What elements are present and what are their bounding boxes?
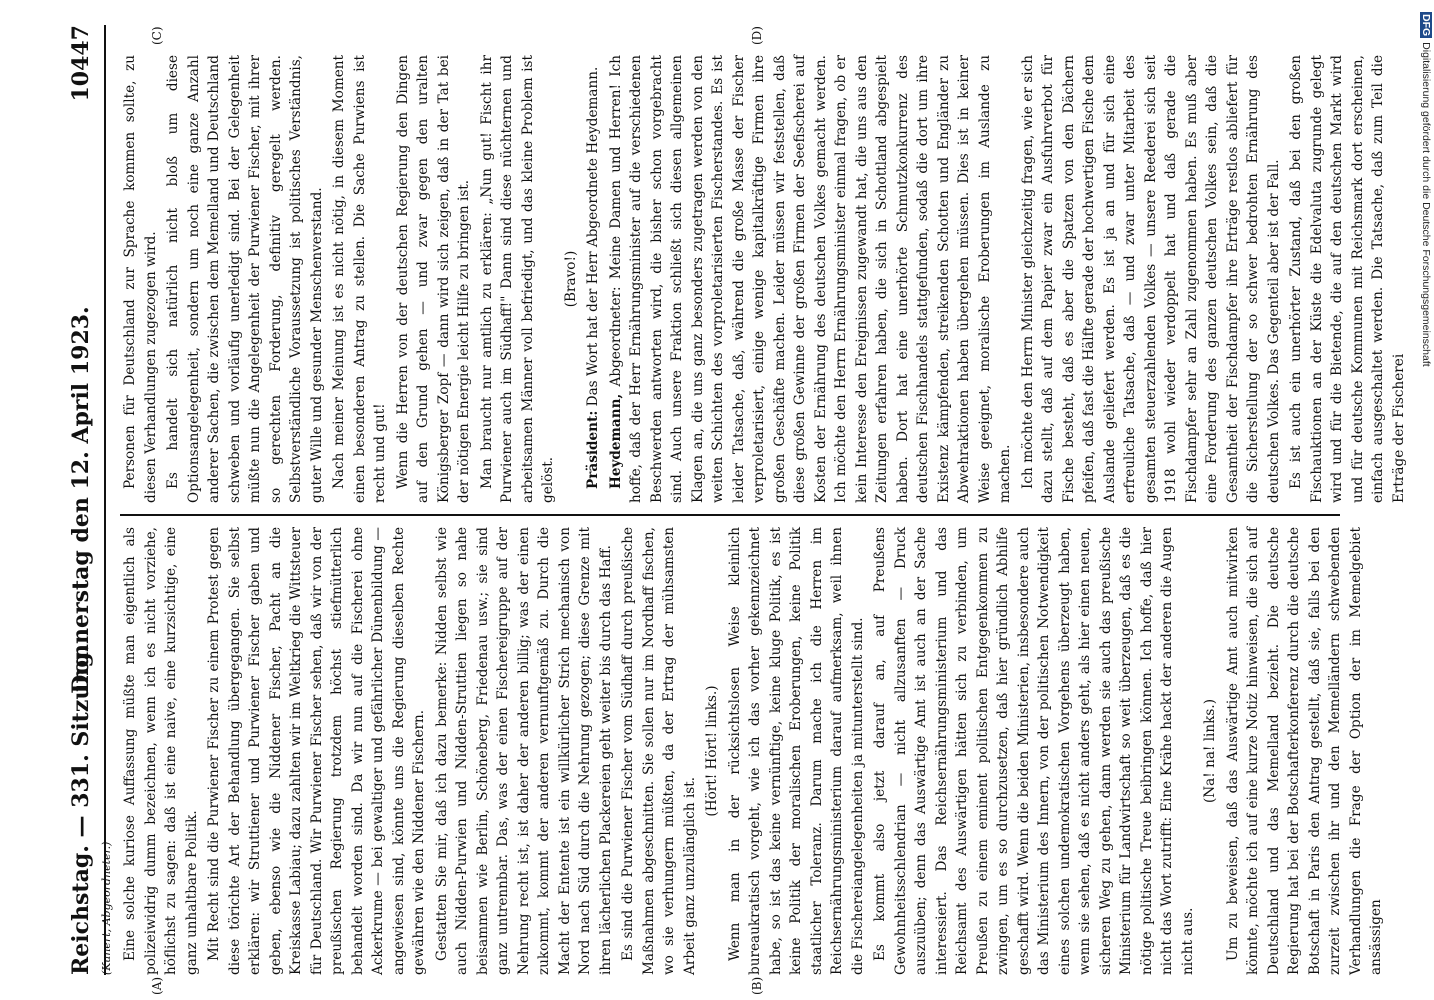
paragraph-text: Gestatten Sie mir, daß ich dazu bemerke: Nidden selbst wie auch Nidden-Purwien und Nidden-Struttien liegen so nahe beisammen wie Berlin, Schöneberg, Friedenau usw.; sie sind ganz untrennbar. Das, was der einen Fischereigruppe auf der Nehrung recht ist, ist daher der anderen billig; was der einen zukommt, kommt der anderen vernunftgemäß zu. Durch die Macht der Entente ist ein willkürlicher Strich mechanisch von Nord nach Süd durch die Nehrung gezogen; diese Grenze mit ihren lächerlichen Plackereien geht weiter bis durch das Haff. xyxy=(433,527,614,975)
paragraph xyxy=(1286,55,1409,503)
paragraph xyxy=(163,55,327,503)
paragraph xyxy=(204,527,430,975)
paragraph xyxy=(618,527,700,975)
left-column xyxy=(120,527,1384,975)
paragraph-text: Nach meiner Meinung ist es nicht nötig, in diesem Moment einen besonderen Antrag zu stellen. Die Sache Purwiens ist recht und gut! xyxy=(331,55,388,503)
page-number: 10447 xyxy=(68,25,94,102)
paragraph-text: Ich möchte den Herrn Minister gleichzeitig fragen, wie er sich dazu stellt, daß auf dem Papier zwar ein Ausfuhrverbot für Fische besteht, daß es aber die Spatzen von den Dächern pfeifen, daß fast die Hälfte gerade der hochwertigen Fische dem Auslande geliefert werden. Es ist ja an und für sich eine erfreuliche Tatsache, daß — und zwar unter Mitarbeit des gesamten steuerzahlenden Volkes — unsere Reederei sich seit 1918 wohl wieder verdoppelt hat und daß gerade die Fischdampfer sehr an Zahl zugenommen haben. Es muß aber eine Forderung des ganzen deutschen Volkes sein, daß die Gesamtheit der Fischdampfer ihre Erträge restlos abliefert für die Sicherstellung der so schwer bedrohten Ernährung des deutschen Volkes. Das Gegenteil aber ist der Fall. xyxy=(1019,55,1282,503)
dfg-logo: DFG xyxy=(1420,14,1432,37)
paragraph-text: Eine solche kuriose Auffassung müßte man eigentlich als polizeiwidrig dumm bezeichnen, wenn ich es nicht vorziehe, höflichst zu sagen: daß ist eine naive, eine kurzsichtige, eine ganz unhaltbare Politik. xyxy=(122,527,200,975)
paragraph xyxy=(120,527,202,975)
speaker-continuation: (Kunert, Abgeordneter.) xyxy=(100,841,113,975)
paragraph-text: (Bravo!) xyxy=(562,250,579,308)
paragraph xyxy=(1223,527,1387,975)
paragraph-text: Wenn die Herren von der deutschen Regierung den Dingen auf den Grund gehen — und zwar gegen den uralten Königsberger Zopf — dann wird sich zeigen, daß in der Tat bei der nötigen Energie leicht Hilfe zu bringen ist. xyxy=(394,55,472,503)
paragraph-text: (Hört! Hört! links.) xyxy=(704,685,720,817)
digitization-credit xyxy=(1420,12,1432,992)
margin-marker-a: (A) xyxy=(150,976,164,995)
paragraph-text: Personen für Deutschland zur Sprache kommen sollte, zu diesen Verhandlungen zugezogen wird. xyxy=(122,55,159,503)
header-date: Donnerstag den 12. April 1923. xyxy=(68,306,94,694)
header-left: Reichstag. — 331. Sitzung. xyxy=(68,644,94,975)
paragraph-text: Es sind die Purwiener Fischer vom Südhaff durch preußische Maßnahmen abgeschnitten. Sie sollen nur im Nordhaff fischen, wo sie verhungern müßten, da der Ertrag der mühsamsten Arbeit ganz unzulänglich ist. xyxy=(620,527,698,975)
speaker-name: Präsident: xyxy=(585,410,601,489)
interjection xyxy=(1200,527,1221,975)
paragraph-text: Es kommt also jetzt darauf an, auf Preußens Gewohnheitsschlendrian — nicht allzusanften — Druck auszuüben; denn das Auswärtige Amt ist auch an der Sache interessiert. Das Reichsernährungsministerium und das Reichsamt des Auswärtigen hätten sich zu verbinden, um Preußen zu einem eminent politischen Entgegenkommen zu zwingen, um es so durchzusetzen, daß hier gründlich Abhilfe geschafft wird. Wenn die beiden Ministerien, insbesondere auch das Ministerium des Innern, von der politischen Notwendigkeit eines solchen undemokratischen Vorgehens überzeugt haben, wenn sie sehen, daß es nicht anders geht, als hier einen neuen, sicheren Weg zu gehen, dann werden sie auch das preußische Ministerium für Landwirtschaft so weit überzeugen, daß es die nötige politische Treue beibringen können. Ich hoffe, daß hier nicht das Wort zutrifft: Eine Krähe hackt der anderen die Augen nicht aus. xyxy=(872,527,1196,975)
paragraph-text: Abgeordneter: Meine Damen und Herren! Ich hoffe, daß der Herr Ernährungsminister auf die verschiedenen Beschwerden antworten wird, die bisher schon vorgebracht sind. Auch unsere Fraktion schließt sich diesen allgemeinen Klagen an, die uns ganz besonders zugetragen werden von den weiten Schichten des vorproletarisierten Fischerstandes. Es ist leider Tatsache, daß, während die große Masse der Fischer verproletarisiert, einige wenige kapitalkräftige Firmen ihre großen Geschäfte machen. Leider müssen wir feststellen, daß diese großen Gewinne der großen Firmen der Seefischerei auf Kosten der Ernährung des deutschen Volkes gemacht werden. Ich möchte den Herrn Ernährungsminister einmal fragen, ob er kein Interesse den Ereignissen zugewandt hat, die uns aus den Zeitungen erfahren haben, die sich in Schottland abgespielt haben. Dort hat eine unerhörte Schmutzkonkurrenz des deutschen Fischhandels stattgefunden, sodaß die dort um ihre Existenz kämpfenden, streikenden Schotten und Engländer zu Abwehraktionen haben übergehen müssen. Dies ist in keiner Weise geeignet, moralische Eroberungen im Auslande zu machen. xyxy=(607,55,1013,503)
page-header xyxy=(60,25,106,975)
margin-marker-c: (C) xyxy=(150,26,164,45)
paragraph xyxy=(583,55,604,503)
paragraph xyxy=(477,55,559,503)
paragraph-text: Um zu beweisen, daß das Auswärtige Amt auch mitwirken könnte, möchte ich auf eine kurze Notiz hinweisen, die sich auf Deutschland und das Memelland bezieht. Die deutsche Regierung hat bei der Botschafterkonferenz durch die deutsche Botschaft in Paris den Antrag gestellt, daß sie, falls bei den zurzeit zwischen ihr und den Memelländern schwebenden Verhandlungen die Frage der Option der im Memelgebiet ansässigen xyxy=(1224,527,1384,975)
interjection xyxy=(702,527,723,975)
paragraph-text: Das Wort hat der Herr Abgeordnete Heydemann. xyxy=(585,66,601,407)
column-rule xyxy=(120,514,1340,516)
interjection xyxy=(561,55,582,503)
paragraph xyxy=(329,55,391,503)
margin-marker-d: (D) xyxy=(750,26,764,45)
paragraph xyxy=(1018,55,1285,503)
paragraph xyxy=(725,527,869,975)
paragraph-text: (Na! na! links.) xyxy=(1202,698,1218,804)
right-column xyxy=(120,55,1407,503)
paragraph xyxy=(120,55,161,503)
paragraph xyxy=(432,527,617,975)
paragraph-text: Man braucht nur amtlich zu erklären: „Nun gut! Fischt ihr Purwiener auch im Südhaff!" Dann sind diese nüchternen und arbeitsamen Männer voll befriedigt, und das kleine Problem ist gelöst. xyxy=(478,55,556,503)
paragraph-text: Es ist auch ein unerhörter Zustand, daß bei den großen Fischauktionen an der Küste die Edelvaluta zugrunde gelegt wird und für die Bietende, die auf den deutschen Markt wird und für deutsche Kommunen mit Reichsmark dort erscheinen, einfach ausgeschaltet werden. Die Tatsache, daß zum Teil die Erträge der Fischerei xyxy=(1288,55,1407,503)
paragraph xyxy=(606,55,1016,503)
paragraph xyxy=(393,55,475,503)
speaker-name: Heydemann, xyxy=(607,393,624,489)
paragraph-text: Wenn man in der rücksichtslosen Weise kleinlich bureaukratisch vorgeht, wie ich das vorher gekennzeichnet habe, so ist das keine vernünftige, keine kluge Politik, es ist keine Politik der moralischen Eroberungen, keine Politik staatlicher Toleranz. Darum mache ich die Herren im Reichsernährungsministerium darauf aufmerksam, weil ihnen die Fischereiangelegenheiten ja mitunterstellt sind. xyxy=(726,527,866,975)
credit-text: Digitalisierung gefördert durch die Deutsche Forschungsgemeinschaft xyxy=(1420,42,1432,367)
document-page xyxy=(60,25,1407,995)
paragraph-text: Es handelt sich natürlich nicht bloß um diese Optionsangelegenheit, sondern um noch eine ganze Anzahl anderer Sachen, die zwischen dem Memelland und Deutschland schweben und vorläufig unerledigt sind. Bei der Gelegenheit müßte nun die Angelegenheit der Purwiener Fischer, mit ihrer so gerechten Forderung, definitiv geregelt werden. Selbstverständliche Voraussetzung ist politisches Verständnis, guter Wille und gesunder Menschenverstand. xyxy=(165,55,325,503)
paragraph xyxy=(870,527,1198,975)
paragraph-text: Mit Recht sind die Purwiener Fischer zu einem Protest gegen diese törichte Art der Behandlung übergegangen. Sie selbst erklären: wir Struttiener und Purwiener Fischer gaben und geben, ebenso wie die Niddener Fischer, Pacht an die Kreiskasse Labiau; dazu zahlten wir im Weltkrieg die Wittsteuer für Deutschland. Wir Purwiener Fischer sehen, daß wir von der preußischen Regierung trotzdem höchst stiefmütterlich behandelt worden sind. Da wir nun auf die Fischerei ohne Ackerkrume — bei gewaltiger und gefährlicher Dünenbildung — angewiesen sind, könnte uns die Regierung dieselben Rechte gewähren wie den Niddener Fischern. xyxy=(206,527,427,975)
margin-marker-b: (B) xyxy=(750,976,764,995)
